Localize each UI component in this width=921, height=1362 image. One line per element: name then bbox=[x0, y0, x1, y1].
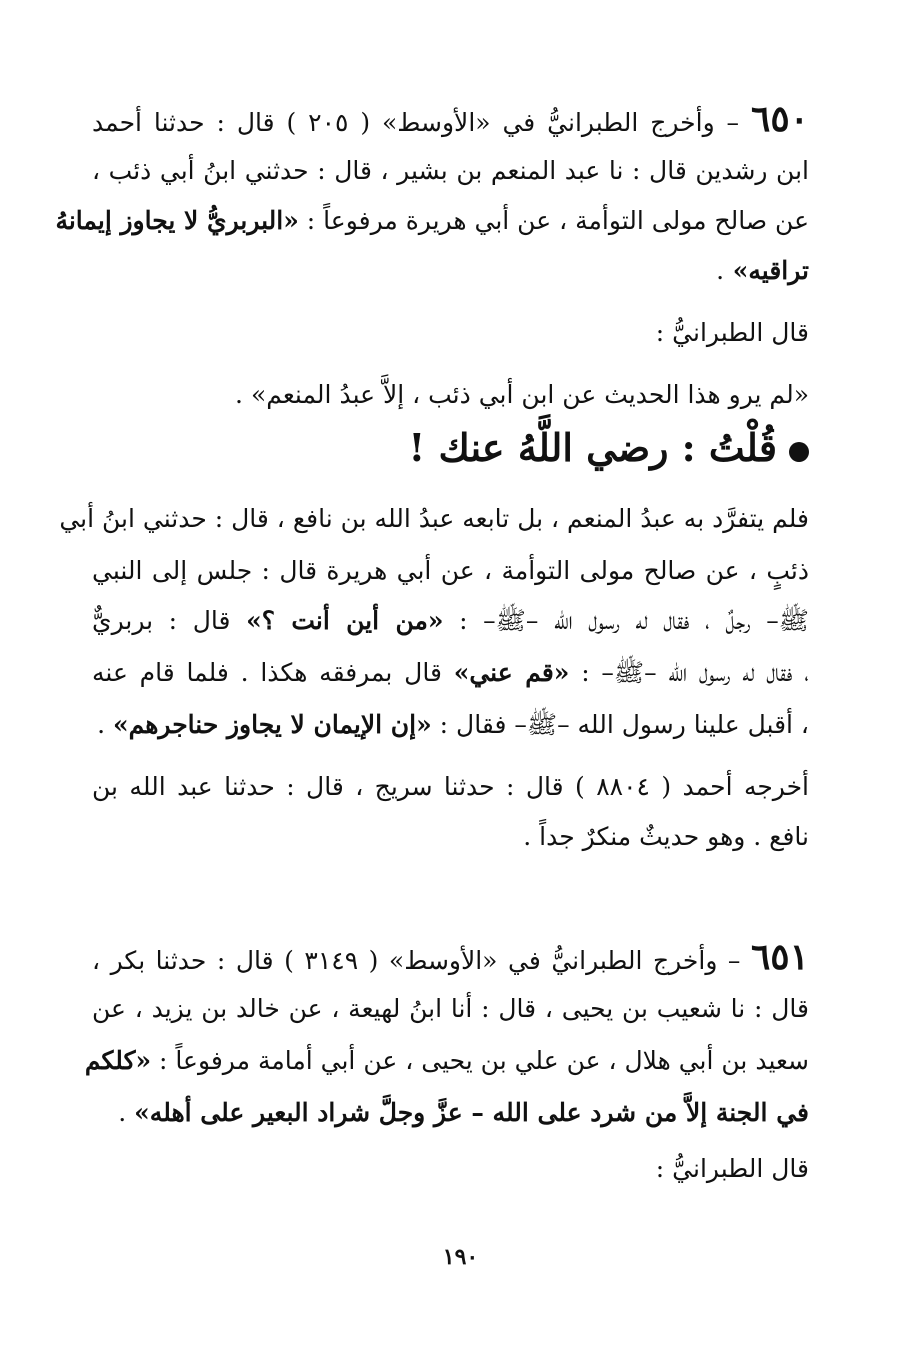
tabarani-quote: «لم يرو هذا الحديث عن ابن أبي ذئب ، إلاَّ عبدُ المنعم» . bbox=[235, 380, 809, 409]
hadith-text-end: في الجنة إلاَّ من شرد على الله – عزَّ وجلَّ شراد البعير على أهله» bbox=[134, 1098, 809, 1127]
hadith-command: «قم عني» bbox=[453, 658, 570, 687]
commentary-line-4-tail: قال بمرفقه هكذا . فلما قام عنه bbox=[92, 658, 454, 687]
commentary-line-5-tail: . bbox=[97, 710, 113, 739]
hadith-text-end: تراقيه» bbox=[724, 256, 809, 285]
bullet-icon bbox=[789, 442, 809, 462]
commentary-line-3-tail: قال : بربريٌّ bbox=[92, 606, 247, 635]
entry-650-number: ٦٥٠ bbox=[750, 98, 809, 140]
entry-650-line-1 bbox=[92, 100, 809, 142]
commentary-line-3 bbox=[92, 602, 809, 640]
entry-651-line-1-text: – وأخرج الطبرانيُّ في «الأوسط» ( ٣١٤٩ ) قال : حدثنا بكر ، bbox=[92, 946, 741, 975]
takhrij-line-1: أخرجه أحمد ( ٨٨٠٤ ) قال : حدثنا سريج ، قال : حدثنا عبد الله بن bbox=[92, 772, 809, 801]
entry-650-line-4-punct: . bbox=[716, 256, 725, 285]
tabarani-said: قال الطبرانيُّ : bbox=[655, 1154, 809, 1183]
hadith-statement: «إن الإيمان لا يجاوز حناجرهم» bbox=[112, 710, 432, 739]
entry-651-line-4 bbox=[92, 1094, 809, 1132]
commentary-line-3-text: ﷺ– رجلٌ ، فقال له رسول الله –ﷺ– : bbox=[443, 606, 809, 635]
commentary-line-5-text: ، أقبل علينا رسول الله –ﷺ– فقال : bbox=[431, 710, 809, 739]
entry-650-line-3 bbox=[55, 202, 809, 240]
entry-650-line-3-text: عن صالح مولى التوأمة ، عن أبي هريرة مرفوعاً : bbox=[298, 206, 809, 235]
takhrij-line-2: نافع . وهو حديثٌ منكرٌ جداً . bbox=[523, 822, 809, 851]
commentary-line-2: ذئبٍ ، عن صالح مولى التوأمة ، عن أبي هريرة قال : جلس إلى النبي bbox=[92, 556, 810, 585]
qultu-heading bbox=[408, 420, 809, 476]
commentary-line-4-text: ، فقال له رسول الله –ﷺ– : bbox=[569, 658, 810, 687]
entry-651-line-3-text: سعيد بن أبي هلال ، عن علي بن يحيى ، عن أبي أمامة مرفوعاً : bbox=[151, 1046, 809, 1075]
qultu-heading-text: قُلْتُ : رضي اللَّهُ عنك ! bbox=[408, 425, 777, 470]
entry-650-line-2: ابن رشدين قال : نا عبد المنعم بن بشير ، قال : حدثني ابنُ أبي ذئب ، bbox=[92, 156, 809, 185]
commentary-line-1: فلم يتفرَّد به عبدُ المنعم ، بل تابعه عبدُ الله بن نافع ، قال : حدثني ابنُ أبي bbox=[59, 504, 809, 533]
entry-650-line-4 bbox=[92, 252, 809, 290]
page-number: ١٩٠ bbox=[442, 1244, 479, 1270]
hadith-text: «البربريُّ لا يجاوز إيمانهُ bbox=[55, 206, 299, 235]
entry-651-line-4-punct: . bbox=[118, 1098, 135, 1127]
commentary-line-5 bbox=[92, 706, 809, 744]
entry-651-line-2: قال : نا شعيب بن يحيى ، قال : أنا ابنُ لهيعة ، عن خالد بن يزيد ، عن bbox=[92, 994, 809, 1023]
hadith-question: «من أين أنت ؟» bbox=[246, 606, 444, 635]
entry-650-line-1-text: – وأخرج الطبرانيُّ في «الأوسط» ( ٢٠٥ ) قال : حدثنا أحمد bbox=[92, 108, 740, 137]
hadith-text: «كلكم bbox=[84, 1046, 152, 1075]
entry-651-number: ٦٥١ bbox=[750, 936, 809, 978]
tabarani-said: قال الطبرانيُّ : bbox=[655, 318, 809, 347]
entry-651-line-3 bbox=[84, 1042, 809, 1080]
entry-651-line-1 bbox=[92, 938, 809, 980]
commentary-line-4 bbox=[92, 654, 809, 692]
